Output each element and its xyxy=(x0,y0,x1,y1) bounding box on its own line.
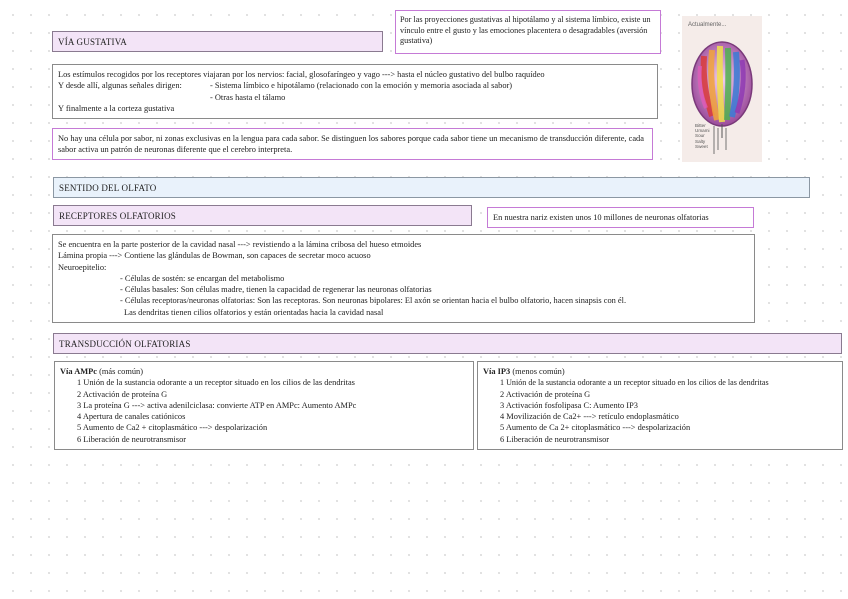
ampc-step: 5 Aumento de Ca2 + citoplasmático ---> despolarización xyxy=(77,423,268,433)
ampc-step: 4 Apertura de canales catiónicos xyxy=(77,412,186,422)
ampc-step: 3 La proteína G ---> activa adenilciclasa: convierte ATP en AMPc: Aumento AMPc xyxy=(77,400,357,410)
ampc-step: 2 Activación de proteína G xyxy=(77,389,168,399)
nerves-line: Y desde allí, algunas señales dirigen: - Sistema límbico e hipotálamo (relacionado con la emoción y memoria asociada al sabor) xyxy=(58,81,513,91)
ip3-step: 3 Activación fosfolipasa C: Aumento IP3 xyxy=(500,400,638,410)
millones-note-text: En nuestra nariz existen unos 10 millones de neuronas olfatorias xyxy=(493,213,709,222)
via-ip3-box[interactable] xyxy=(477,361,843,450)
sentido-olfato-title: SENTIDO DEL OLFATO xyxy=(59,183,157,193)
transduccion-title: TRANSDUCCIÓN OLFATORIAS xyxy=(59,339,191,349)
receptores-header[interactable] xyxy=(53,205,472,226)
tongue-illustration xyxy=(682,16,762,162)
ip3-step: 4 Movilización de Ca2+ ---> retículo endoplasmático xyxy=(500,412,679,422)
taste-labels xyxy=(695,123,710,149)
ip3-step: 6 Liberación de neurotransmisor xyxy=(500,434,610,444)
via-ip3-heading: Vía IP3 (menos común) xyxy=(483,367,565,376)
description-line: Lámina propia ---> Contiene las glándulas de Bowman, son capaces de secretar moco acuoso xyxy=(58,251,371,261)
taste-label: Umami xyxy=(695,128,710,134)
nerves-line: - Otras hasta el tálamo xyxy=(210,92,286,102)
millones-note[interactable] xyxy=(487,207,754,228)
description-line: - Células de sostén: se encargan del metabolismo xyxy=(120,273,285,283)
sentido-olfato-header[interactable] xyxy=(53,177,810,198)
emotion-note[interactable] xyxy=(395,10,661,54)
description-line: - Células receptoras/neuronas olfatorias: Son las receptoras. Son neuronas bipolares: El axón se orientan hacia el bulbo olfatorio, hacen sinapsis con él. xyxy=(120,296,627,306)
nerves-line: Y finalmente a la corteza gustativa xyxy=(58,103,175,113)
description-line: Se encuentra en la parte posterior de la cavidad nasal ---> revistiendo a la lámina cribosa del hueso etmoides xyxy=(58,240,422,249)
transduccion-header[interactable] xyxy=(53,333,842,354)
taste-cells-text: No hay una célula por sabor, ni zonas exclusivas en la lengua para cada sabor. Se distinguen los sabores porque cada sabor tiene un mecanismo de transducción diferente, cada sabor activa un patrón de neuronas diferente que el cerebro interpreta. xyxy=(58,134,644,155)
ampc-step: 6 Liberación de neurotransmisor xyxy=(77,434,187,444)
via-gustativa-title: VÍA GUSTATIVA xyxy=(58,37,127,47)
description-line: Neuroepitelio: xyxy=(58,262,107,272)
ip3-step: 5 Aumento de Ca 2+ citoplasmático ---> despolarización xyxy=(500,423,691,433)
description-line: Las dendritas tienen cilios olfatorios y están orientadas hacia la cavidad nasal xyxy=(124,307,384,317)
taste-figure xyxy=(682,16,762,162)
taste-cells-box[interactable] xyxy=(52,128,653,160)
olfato-description-box[interactable] xyxy=(52,234,755,323)
ampc-step: 1 Unión de la sustancia odorante a un receptor situado en los cilios de las dendritas xyxy=(77,378,355,388)
receptores-title: RECEPTORES OLFATORIOS xyxy=(59,211,176,221)
figure-caption: Actualmente... xyxy=(688,22,727,28)
description-line: - Células basales: Son células madre, tienen la capacidad de regenerar las neuronas olfatorias xyxy=(120,285,432,295)
nerves-line: Los estímulos recogidos por los receptores viajaran por los nervios: facial, glosofaríngeo y vago ---> hasta el núcleo gustativo del bulbo raquídeo xyxy=(58,70,545,79)
taste-label: Salty xyxy=(695,138,706,144)
ip3-step: 1 Unión de la sustancia odorante a un receptor situado en los cilios de las dendritas xyxy=(500,378,769,388)
nerves-box[interactable] xyxy=(52,64,658,119)
taste-label: Bitter xyxy=(695,123,706,128)
via-ampc-box[interactable] xyxy=(54,361,474,450)
emotion-note-text: Por las proyecciones gustativas al hipotálamo y al sistema límbico, existe un vínculo entre el gusto y las emociones placentera o desagradables (aversión gustativa) xyxy=(400,15,651,46)
via-gustativa-header[interactable] xyxy=(52,31,383,52)
taste-label: Sour xyxy=(695,133,705,139)
taste-label: Sweet xyxy=(695,143,708,149)
ip3-step: 2 Activación de proteína G xyxy=(500,389,591,399)
via-ampc-heading: Vía AMPc (más común) xyxy=(60,367,144,376)
